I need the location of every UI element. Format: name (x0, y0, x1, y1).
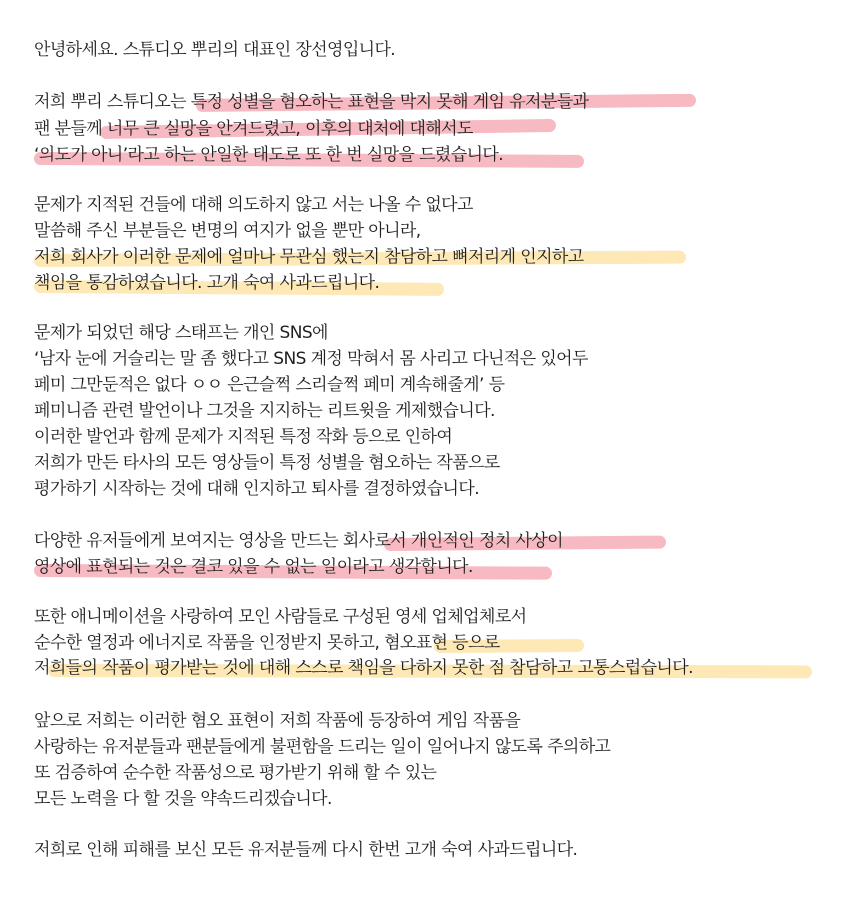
body-text-line: 저희로 인해 피해를 보신 모든 유저분들께 다시 한번 고개 숙여 사과드립니다. (34, 840, 578, 860)
body-text-line: 안녕하세요. 스튜디오 뿌리의 대표인 장선영입니다. (34, 40, 396, 60)
body-text-line: 저희 뿌리 스튜디오는 특정 성별을 혐오하는 표현을 막지 못해 게임 유저분들과 (34, 92, 589, 112)
body-text-line: 순수한 열정과 에너지로 작품을 인정받지 못하고, 혐오표현 등으로 (34, 633, 500, 653)
body-text-line: 페미니즘 관련 발언이나 그것을 지지하는 리트윗을 게제했습니다. (34, 401, 495, 421)
body-text-line: 평가하기 시작하는 것에 대해 인지하고 퇴사를 결정하였습니다. (34, 479, 479, 499)
body-text-line: 앞으로 저희는 이러한 혐오 표현이 저희 작품에 등장하여 게임 작품을 (34, 711, 521, 731)
body-text-line: 문제가 지적된 건들에 대해 의도하지 않고 서는 나올 수 없다고 (34, 195, 473, 215)
body-text-line: 저희가 만든 타사의 모든 영상들이 특정 성별을 혐오하는 작품으로 (34, 453, 500, 473)
body-text-line: ‘의도가 아니’라고 하는 안일한 태도로 또 한 번 실망을 드렸습니다. (34, 145, 504, 165)
body-text-line: 이러한 발언과 함께 문제가 지적된 특정 작화 등으로 인하여 (34, 427, 453, 447)
body-text-line: 문제가 되었던 해당 스태프는 개인 SNS에 (34, 323, 328, 343)
body-text-line: 팬 분들께 너무 큰 실망을 안겨드렸고, 이후의 대처에 대해서도 (34, 119, 473, 139)
body-text-line: 영상에 표현되는 것은 결코 있을 수 없는 일이라고 생각합니다. (34, 557, 473, 577)
body-text-line: 다양한 유저들에게 보여지는 영상을 만드는 회사로서 개인적인 정치 사상이 (34, 531, 563, 551)
body-text-line: ‘남자 눈에 거슬리는 말 좀 했다고 SNS 계정 막혀서 몸 사리고 다닌적은 있어두 (34, 349, 588, 369)
body-text-line: 모든 노력을 다 할 것을 약속드리겠습니다. (34, 789, 332, 809)
body-text-line: 말씀해 주신 부분들은 변명의 여지가 없을 뿐만 아니라, (34, 221, 421, 241)
body-text-line: 페미 그만둔적은 없다 ㅇㅇ 은근슬쩍 스리슬쩍 페미 계속해줄게’ 등 (34, 375, 505, 395)
body-text-line: 또한 애니메이션을 사랑하여 모인 사람들로 구성된 영세 업체업체로서 (34, 607, 527, 627)
body-text-line: 책임을 통감하였습니다. 고개 숙여 사과드립니다. (34, 273, 380, 293)
body-text-line: 저희들의 작품이 평가받는 것에 대해 스스로 책임을 다하지 못한 점 참담하고 고통스럽습니다. (34, 658, 693, 678)
body-text-line: 또 검증하여 순수한 작품성으로 평가받기 위해 할 수 있는 (34, 763, 437, 783)
body-text-line: 사랑하는 유저분들과 팬분들에게 불편함을 드리는 일이 일어나지 않도록 주의하고 (34, 737, 611, 757)
body-text-line: 저희 회사가 이러한 문제에 얼마나 무관심 했는지 참담하고 뼈저리게 인지하고 (34, 247, 584, 267)
